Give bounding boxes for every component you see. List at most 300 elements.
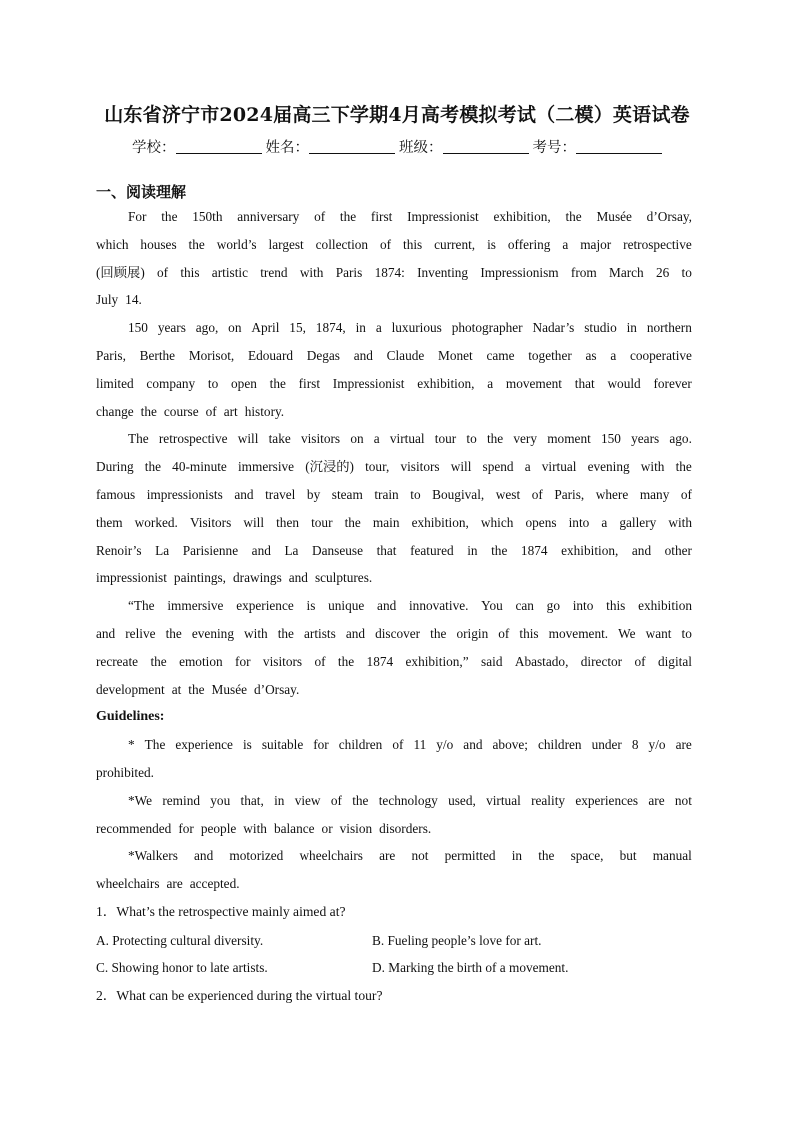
word: Claude	[386, 347, 425, 363]
word: impressionists	[146, 486, 223, 502]
word: La	[155, 542, 170, 558]
word: collection	[315, 236, 369, 252]
word: opens	[525, 514, 557, 530]
word: the	[675, 459, 692, 475]
word: and	[234, 486, 254, 502]
word: with	[668, 514, 692, 530]
text-line	[96, 815, 692, 843]
word: evening	[587, 459, 630, 475]
word: years	[631, 431, 660, 447]
word: and	[96, 625, 116, 641]
word: Morisot,	[188, 347, 235, 363]
word: are	[166, 876, 183, 892]
text-line	[96, 286, 692, 314]
word: Parisienne	[182, 542, 239, 558]
word: into	[572, 598, 594, 614]
word: unique	[328, 598, 365, 614]
word: very	[513, 431, 538, 447]
option-d[interactable]: D. Marking the birth of a movement.	[372, 960, 569, 976]
word: people	[200, 820, 237, 836]
word: above;	[492, 737, 528, 753]
word: and	[377, 598, 397, 614]
word: gallery	[619, 514, 657, 530]
word: vision	[339, 820, 373, 836]
word: this	[403, 236, 423, 252]
word: that	[376, 542, 397, 558]
word: immersive	[167, 598, 224, 614]
word: director	[580, 653, 623, 669]
name-label: 姓名：	[265, 140, 309, 156]
word: the	[565, 209, 582, 224]
word: of	[634, 653, 646, 669]
word: a	[524, 459, 531, 475]
word: to	[681, 264, 692, 280]
word: Paris,	[554, 486, 585, 502]
text-line	[96, 731, 692, 759]
word: d’Orsay,	[646, 209, 692, 224]
student-info-row	[0, 136, 794, 157]
word: and	[288, 570, 308, 586]
word: and	[463, 737, 483, 753]
word: 1874,	[315, 320, 346, 336]
word: ago.	[669, 431, 692, 447]
word: recreate	[96, 653, 139, 669]
word: of	[314, 653, 326, 669]
word: years	[157, 320, 186, 336]
word: steam	[331, 486, 363, 502]
word: will	[243, 514, 265, 530]
word: ago,	[195, 320, 219, 336]
word: largest	[268, 236, 304, 252]
text-line	[96, 537, 692, 565]
word: current,	[434, 236, 476, 252]
word: to	[466, 431, 477, 447]
word: said	[481, 653, 503, 669]
word: photographer	[451, 320, 523, 336]
word: the	[188, 236, 205, 252]
word: this	[606, 598, 626, 614]
word: and	[631, 542, 652, 558]
word: are	[379, 848, 396, 864]
word: origin	[456, 625, 489, 641]
word: children	[537, 737, 582, 753]
word: retrospective	[158, 431, 228, 447]
word: main	[372, 514, 400, 530]
word: many	[639, 486, 670, 502]
word: worked.	[134, 514, 178, 530]
word: of	[205, 403, 217, 419]
word: July	[96, 292, 119, 308]
word: April	[251, 320, 280, 336]
word: Berthe	[139, 347, 176, 363]
word: suitable	[261, 737, 304, 753]
word: art	[223, 403, 238, 419]
word: view	[294, 792, 321, 808]
text-line	[96, 592, 692, 620]
word: 26	[655, 264, 670, 280]
guideline-1	[96, 731, 692, 787]
school-label: 学校：	[132, 140, 176, 156]
word: famous	[96, 486, 136, 502]
text-line	[96, 759, 692, 787]
word: a	[487, 375, 494, 391]
paragraph-4	[96, 592, 692, 703]
word: on	[350, 431, 364, 447]
word: by	[306, 486, 321, 502]
word: 14.	[125, 292, 142, 308]
word: of	[157, 264, 169, 280]
word: with	[640, 459, 665, 475]
question-2: 2．What can be experienced during the virtual tour?	[96, 988, 383, 1004]
word: moment	[547, 431, 591, 447]
word: that,	[240, 792, 264, 808]
word: virtual	[389, 431, 425, 447]
word: Visitors	[189, 514, 232, 530]
word: a	[601, 514, 608, 530]
word: tour,	[365, 459, 390, 475]
word: 150	[600, 431, 621, 447]
word: visitors	[400, 459, 440, 475]
word: the	[486, 431, 504, 447]
word: accepted.	[189, 876, 240, 892]
word: in	[355, 320, 366, 336]
word: *Walkers	[128, 848, 178, 864]
word: anniversary	[237, 209, 300, 224]
word: tour	[311, 514, 333, 530]
word: disorders.	[379, 820, 432, 836]
word: of	[314, 209, 326, 224]
text-line	[96, 398, 692, 426]
word: Musée	[596, 209, 632, 224]
word: virtual	[486, 792, 521, 808]
word: the	[344, 514, 361, 530]
word: trend	[260, 264, 288, 280]
text-line	[96, 842, 692, 870]
word: emotion	[179, 653, 223, 669]
word: You	[481, 598, 503, 614]
question-1: 1．What’s the retrospective mainly aimed at?	[96, 903, 346, 919]
exam-title: 山东省济宁市2024届高三下学期4月高考模拟考试（二模）英语试卷	[104, 104, 690, 126]
word: this	[180, 264, 200, 280]
text-line	[96, 453, 692, 481]
word: d’Orsay.	[254, 681, 300, 697]
text-line	[96, 648, 692, 676]
word: prohibited.	[96, 764, 154, 780]
word: space,	[570, 848, 604, 864]
option-a[interactable]: A. Protecting cultural diversity.	[96, 932, 264, 948]
class-label: 班级：	[399, 140, 443, 156]
word: exhibition	[638, 598, 692, 614]
word: 150	[128, 320, 148, 336]
option-b[interactable]: B. Fueling people’s love for art.	[372, 932, 542, 948]
question-1-options-row-2	[96, 954, 692, 982]
word: for	[313, 737, 329, 753]
word: cooperative	[629, 347, 692, 363]
word: other	[664, 542, 692, 558]
word: want	[645, 625, 672, 641]
text-line	[96, 564, 692, 592]
word: course	[163, 403, 199, 419]
word: a	[610, 347, 617, 363]
word: is	[487, 236, 496, 252]
word: the	[161, 209, 178, 224]
word: Impressionist	[332, 375, 405, 391]
word: as	[585, 347, 597, 363]
word: exhibition,	[561, 542, 619, 558]
word: but	[619, 848, 637, 864]
text-line	[96, 203, 692, 231]
word: Paris	[335, 264, 363, 280]
word: Danseuse	[312, 542, 363, 558]
word: experience	[236, 598, 294, 614]
word: 15,	[289, 320, 306, 336]
word: Edouard	[247, 347, 294, 363]
guideline-2	[96, 787, 692, 843]
word: visitors	[262, 653, 303, 669]
word: open	[231, 375, 257, 391]
word: the	[339, 209, 357, 224]
word: spend	[482, 459, 514, 475]
text-line	[96, 342, 692, 370]
word: in	[274, 792, 285, 808]
word: change	[96, 403, 134, 419]
word: Impressionist	[407, 209, 479, 224]
word: at	[171, 681, 182, 697]
word: will	[450, 459, 472, 475]
word: not	[411, 848, 429, 864]
word: a	[562, 236, 569, 252]
word: of	[531, 486, 543, 502]
word: would	[607, 375, 641, 391]
word: forever	[653, 375, 692, 391]
word: experience	[175, 737, 233, 753]
text-line	[96, 870, 692, 898]
option-c[interactable]: C. Showing honor to late artists.	[96, 960, 268, 976]
word: company	[146, 375, 196, 391]
word: first	[370, 209, 393, 224]
word: or	[321, 820, 333, 836]
word: you	[210, 792, 231, 808]
word: 150th	[192, 209, 223, 224]
word: with	[244, 625, 268, 641]
word: is	[242, 737, 252, 753]
word: We	[618, 625, 636, 641]
text-line	[96, 676, 692, 704]
word: exhibition,”	[405, 653, 469, 669]
word: the	[277, 625, 294, 641]
word: and	[194, 848, 214, 864]
word: *We	[128, 792, 153, 808]
word: the	[140, 403, 157, 419]
word: are	[648, 792, 665, 808]
word: used,	[448, 792, 476, 808]
word: the	[165, 625, 182, 641]
word: to	[207, 375, 219, 391]
word: go	[546, 598, 560, 614]
word: the	[491, 542, 508, 558]
word: motorized	[229, 848, 284, 864]
word: and	[251, 542, 271, 558]
word: not	[674, 792, 692, 808]
word: a	[373, 431, 380, 447]
word: major	[580, 236, 612, 252]
word: world’s	[216, 236, 257, 252]
word: experiences	[575, 792, 639, 808]
word: studio	[584, 320, 617, 336]
word: technology	[378, 792, 438, 808]
word: limited	[96, 375, 134, 391]
word: of	[392, 737, 404, 753]
word: children	[338, 737, 383, 753]
word: of	[380, 236, 392, 252]
word: the	[352, 792, 369, 808]
word: impressionist	[96, 570, 167, 586]
guidelines-heading: Guidelines:	[96, 709, 165, 725]
word: in	[467, 542, 478, 558]
word: Inventing	[417, 264, 469, 280]
word: y/o	[648, 737, 666, 753]
word: visitors	[300, 431, 341, 447]
text-line	[96, 231, 692, 259]
word: March	[609, 264, 644, 280]
word: train	[374, 486, 399, 502]
word: that	[574, 375, 595, 391]
word: them	[96, 514, 123, 530]
word: drawings	[233, 570, 282, 586]
word: offering	[507, 236, 551, 252]
word: where	[595, 486, 629, 502]
word: Renoir’s	[96, 542, 142, 558]
word: the	[188, 681, 205, 697]
passage-body	[96, 203, 692, 1011]
word: featured	[410, 542, 454, 558]
word: in	[626, 320, 637, 336]
word: the	[144, 459, 162, 475]
word: For	[128, 209, 147, 224]
word: which	[480, 514, 514, 530]
word: (回顾展)	[96, 264, 145, 280]
word: Abastado,	[514, 653, 569, 669]
word: 1874	[366, 653, 394, 669]
word: travel	[265, 486, 296, 502]
word: y/o	[436, 737, 454, 753]
word: luxurious	[391, 320, 442, 336]
word: for	[235, 653, 251, 669]
text-line	[96, 425, 692, 453]
word: the	[269, 375, 286, 391]
word: During	[96, 459, 134, 475]
word: Musée	[211, 681, 247, 697]
text-line	[96, 259, 692, 287]
paragraph-2	[96, 314, 692, 425]
word: 40-minute	[172, 459, 227, 475]
word: take	[268, 431, 291, 447]
word: wheelchairs	[96, 876, 160, 892]
word: of	[680, 486, 692, 502]
exam-number-label: 考号：	[532, 140, 576, 156]
word: balance	[273, 820, 315, 836]
word: remind	[162, 792, 200, 808]
text-line	[96, 620, 692, 648]
word: came	[486, 347, 515, 363]
word: of	[330, 792, 342, 808]
word: immersive	[237, 459, 295, 475]
word: this	[519, 625, 539, 641]
word: (沉浸的)	[305, 459, 354, 475]
word: La	[284, 542, 299, 558]
word: exhibition,	[493, 209, 551, 224]
paragraph-1	[96, 203, 692, 314]
word: retrospective	[623, 236, 692, 252]
section-title: 一、阅读理解	[96, 183, 187, 201]
text-line	[96, 481, 692, 509]
word: reality	[531, 792, 566, 808]
word: recommended	[96, 820, 172, 836]
word: Nadar’s	[532, 320, 575, 336]
word: 8	[631, 737, 639, 753]
word: to	[681, 625, 692, 641]
name-blank	[309, 139, 395, 154]
word: 11	[413, 737, 427, 753]
word: to	[410, 486, 421, 502]
word: on	[228, 320, 242, 336]
text-line	[96, 787, 692, 815]
word: Monet	[438, 347, 473, 363]
class-blank	[443, 139, 529, 154]
word: permitted	[444, 848, 496, 864]
word: manual	[652, 848, 692, 864]
text-line	[96, 370, 692, 398]
word: in	[511, 848, 523, 864]
word: under	[591, 737, 622, 753]
word: the	[337, 653, 355, 669]
word: the	[430, 625, 447, 641]
word: innovative.	[408, 598, 469, 614]
word: Impressionism	[480, 264, 559, 280]
word: is	[306, 598, 316, 614]
word: digital	[657, 653, 692, 669]
word: will	[237, 431, 259, 447]
word: wheelchairs	[299, 848, 363, 864]
school-blank	[176, 139, 262, 154]
word: artists	[304, 625, 336, 641]
word: the	[150, 653, 167, 669]
word: virtual	[541, 459, 577, 475]
word: together	[528, 347, 572, 363]
word: with	[243, 820, 267, 836]
word: sculptures.	[314, 570, 373, 586]
word: discover	[375, 625, 421, 641]
word: and	[345, 625, 366, 641]
question-1-options-row-1	[96, 927, 692, 955]
word: “The	[128, 598, 155, 614]
word: and	[353, 347, 373, 363]
word: first	[298, 375, 321, 391]
word: which	[96, 236, 129, 252]
word: west	[495, 486, 521, 502]
word: a	[375, 320, 382, 336]
guideline-3	[96, 842, 692, 898]
word: movement.	[548, 625, 609, 641]
word: *	[128, 737, 135, 753]
word: northern	[646, 320, 692, 336]
text-line	[96, 314, 692, 342]
word: the	[538, 848, 555, 864]
word: The	[128, 431, 149, 447]
exam-number-blank	[576, 139, 662, 154]
word: history.	[244, 403, 285, 419]
word: with	[299, 264, 324, 280]
